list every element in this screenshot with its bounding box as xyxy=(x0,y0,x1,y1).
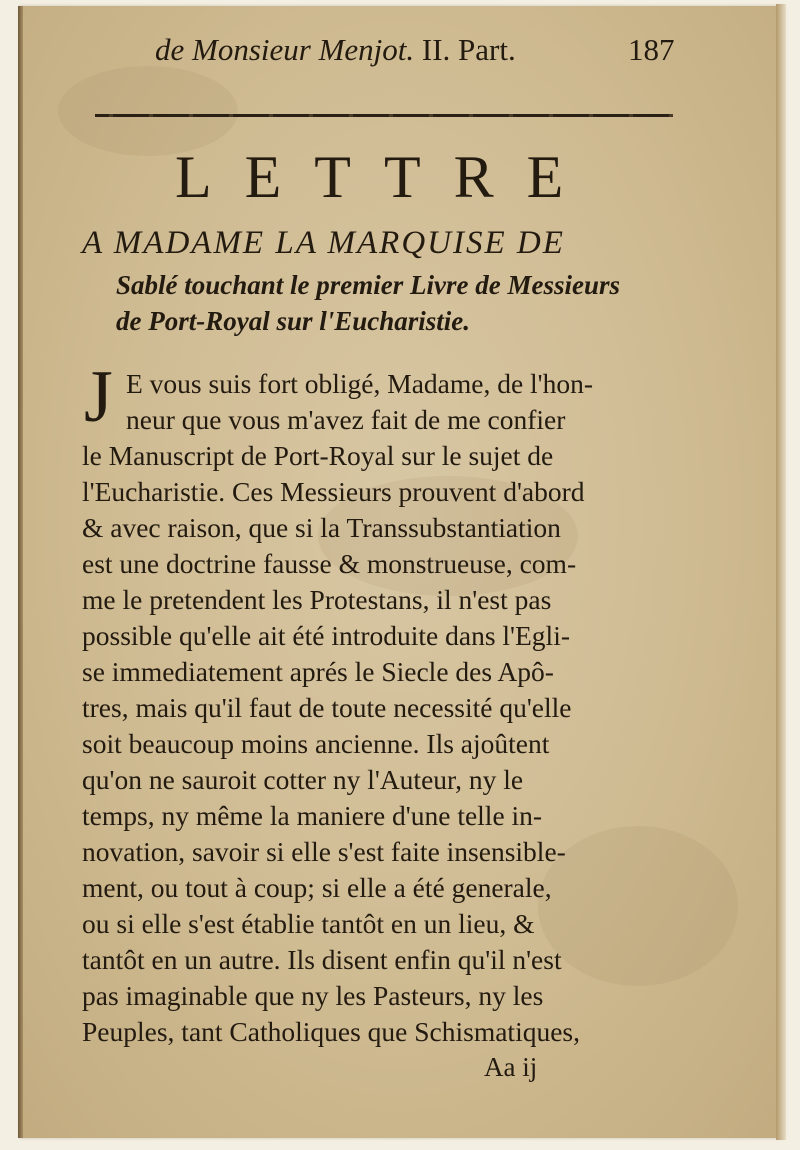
page-outer-edge xyxy=(776,4,786,1140)
body-line: le Manuscript de Port-Royal sur le sujet de xyxy=(82,440,554,471)
body-line: l'Eucharistie. Ces Messieurs prouvent d'abord xyxy=(82,476,585,507)
body-line: Peuples, tant Catholiques que Schismatiques, xyxy=(82,1016,580,1047)
ornamental-rule xyxy=(95,114,673,117)
body-line: ou si elle s'est établie tantôt en un lieu, & xyxy=(82,908,535,939)
body-line: me le pretendent les Protestans, il n'est pas xyxy=(82,584,552,615)
running-head xyxy=(155,32,516,68)
body-line: neur que vous m'avez fait de me confier xyxy=(126,404,566,435)
body-line: tres, mais qu'il faut de toute necessité qu'elle xyxy=(82,692,572,723)
signature-mark: Aa ij xyxy=(484,1052,538,1082)
body-line: est une doctrine fausse & monstrueuse, com- xyxy=(82,548,577,579)
subtitle-line-1: A MADAME LA MARQUISE DE xyxy=(82,225,565,261)
page-title: LETTRE xyxy=(175,144,597,210)
page-gutter-edge xyxy=(18,6,23,1138)
body-line: pas imaginable que ny les Pasteurs, ny les xyxy=(82,980,544,1011)
drop-cap: J xyxy=(84,356,113,438)
body-line: E vous suis fort obligé, Madame, de l'hon- xyxy=(126,368,594,399)
body-line: possible qu'elle ait été introduite dans l'Egli- xyxy=(82,620,570,651)
body-line: se immediatement aprés le Siecle des Apô- xyxy=(82,656,554,687)
body-line: tantôt en un autre. Ils disent enfin qu'il n'est xyxy=(82,944,562,975)
page-number: 187 xyxy=(628,32,675,67)
subtitle-line-3: de Port-Royal sur l'Eucharistie. xyxy=(116,306,471,336)
body-line: & avec raison, que si la Transsubstantiation xyxy=(82,512,561,543)
body-line: qu'on ne sauroit cotter ny l'Auteur, ny le xyxy=(82,764,524,795)
body-line: soit beaucoup moins ancienne. Ils ajoûtent xyxy=(82,728,550,759)
paper-stain xyxy=(538,826,738,986)
body-line: ment, ou tout à coup; si elle a été generale, xyxy=(82,872,552,903)
running-head-author: de Monsieur Menjot. xyxy=(155,32,415,67)
subtitle-line-2: Sablé touchant le premier Livre de Messieurs xyxy=(116,270,620,300)
body-line: temps, ny même la maniere d'une telle in- xyxy=(82,800,543,831)
running-head-part: II. Part. xyxy=(421,32,516,67)
body-line: novation, savoir si elle s'est faite insensible- xyxy=(82,836,566,867)
